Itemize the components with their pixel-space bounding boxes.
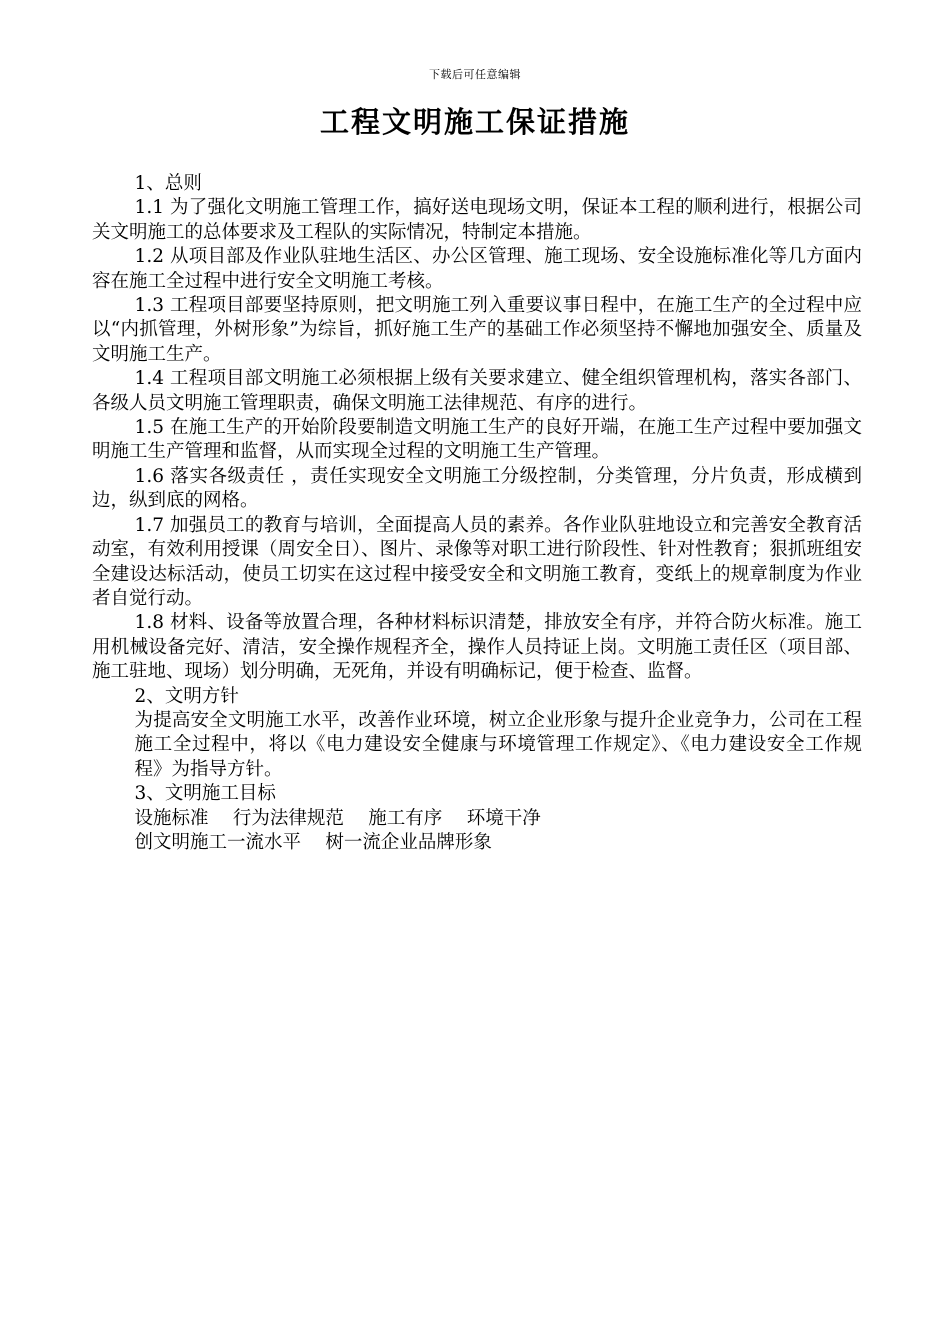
paragraph-1-7: 1.7 加强员工的教育与培训，全面提高人员的素养。各作业队驻地设立和完善安全教育活动室，有效利用授课（周安全日）、图片、录像等对职工进行阶段性、针对性教育；狠抓班组安全建设达标活动，使员工切实在这过程中接受安全和文明施工教育，变纸上的规章制度为作业者自觉行动。 <box>92 514 862 609</box>
section-3-heading: 3、文明施工目标 <box>134 783 276 805</box>
paragraph-1-2: 1.2 从项目部及作业队驻地生活区、办公区管理、施工现场、安全设施标准化等几方面内容在施工全过程中进行安全文明施工考核。 <box>92 246 862 292</box>
paragraph-1-1: 1.1 为了强化文明施工管理工作，搞好送电现场文明，保证本工程的顺利进行，根据公司关文明施工的总体要求及工程队的实际情况，特制定本措施。 <box>92 197 862 243</box>
page-title: 工程文明施工保证措施 <box>319 105 630 139</box>
paragraph-2-text: 为提高安全文明施工水平，改善作业环境，树立企业形象与提升企业竞争力，公司在工程施工全过程中，将以《电力建设安全健康与环境管理工作规定》、《电力建设安全工作规程》为指导方针。 <box>134 709 862 780</box>
section-2-heading: 2、文明方针 <box>134 685 239 707</box>
goal-line-2: 创文明施工一流水平 树一流企业品牌形象 <box>134 831 492 853</box>
paragraph-1-3: 1.3 工程项目部要坚持原则，把文明施工列入重要议事日程中，在施工生产的全过程中应以“内抓管理，外树形象”为综旨，抓好施工生产的基础工作必须坚持不懈地加强安全、质量及文明施工生产。 <box>92 295 862 365</box>
header-note: 下载后可任意编辑 <box>429 68 521 81</box>
paragraph-1-5: 1.5 在施工生产的开始阶段要制造文明施工生产的良好开端，在施工生产过程中要加强文明施工生产管理和监督，从而实现全过程的文明施工生产管理。 <box>92 417 862 463</box>
paragraph-1-4: 1.4 工程项目部文明施工必须根据上级有关要求建立、健全组织管理机构，落实各部门、各级人员文明施工管理职责，确保文明施工法律规范、有序的进行。 <box>92 368 862 414</box>
goal-line-1: 设施标准 行为法律规范 施工有序 环境干净 <box>134 807 541 829</box>
section-1-heading: 1、总则 <box>134 173 202 194</box>
document-body <box>92 172 862 855</box>
paragraph-1-8: 1.8 材料、设备等放置合理，各种材料标识清楚，排放安全有序，并符合防火标准。施工用机械设备完好、清洁，安全操作规程齐全，操作人员持证上岗。文明施工责任区（项目部、施工驻地、现场）划分明确，无死角，并设有明确标记，便于检查、监督。 <box>92 612 862 683</box>
paragraph-1-6: 1.6 落实各级责任 ，责任实现安全文明施工分级控制，分类管理，分片负责，形成横到边，纵到底的网格。 <box>92 465 862 512</box>
